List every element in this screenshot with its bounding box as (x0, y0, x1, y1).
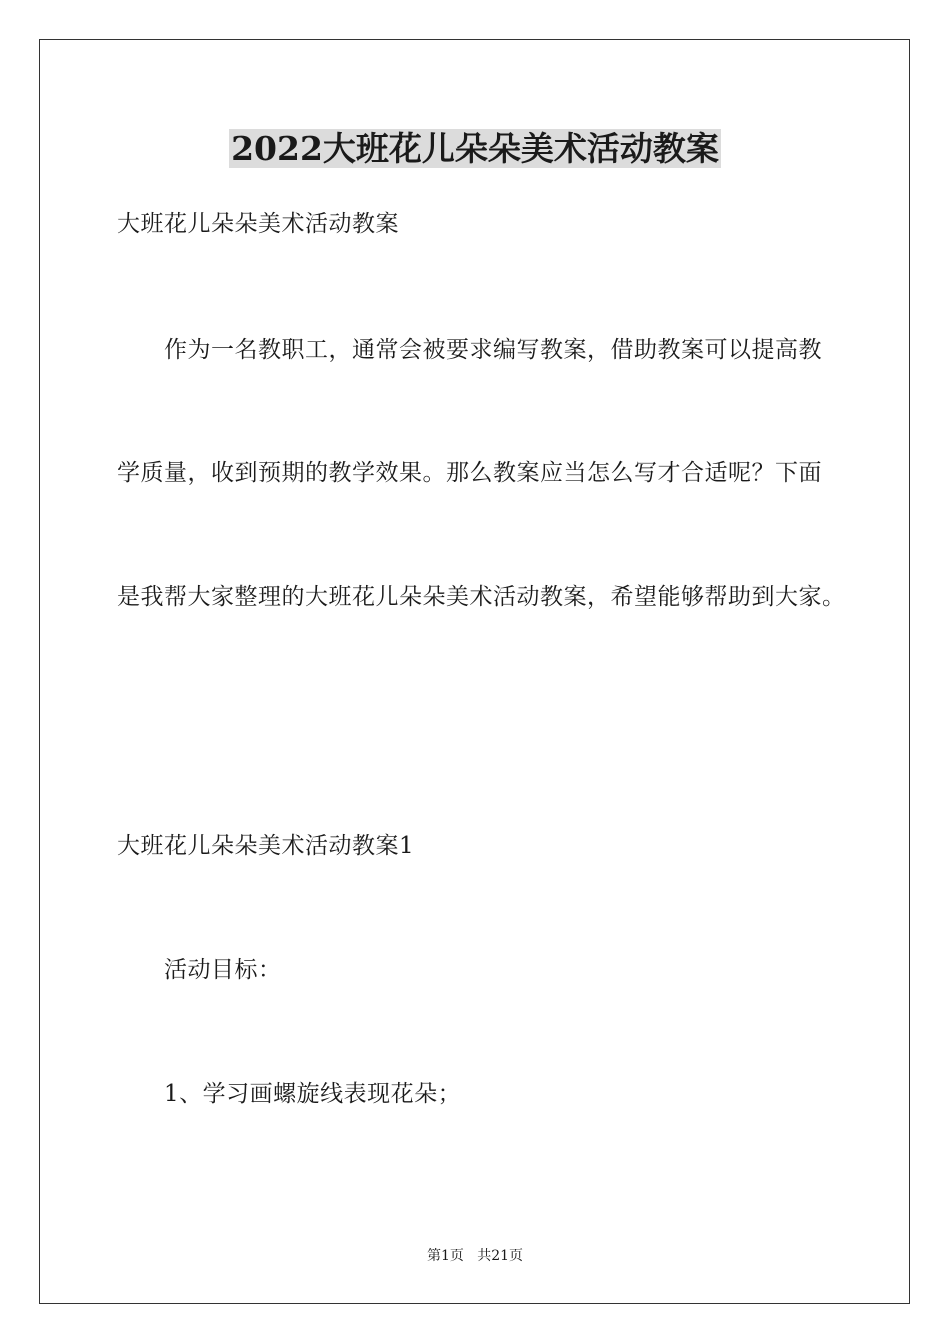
document-subtitle: 大班花儿朵朵美术活动教案 (117, 211, 399, 237)
page-footer: 第1页 共21页 (426, 1248, 524, 1264)
document-title (0, 127, 950, 171)
intro-paragraph-line-2: 学质量，收到预期的教学效果。那么教案应当怎么写才合适呢？下面 (117, 460, 822, 486)
goals-label: 活动目标： (164, 957, 282, 983)
intro-paragraph-line-3: 是我帮大家整理的大班花儿朵朵美术活动教案，希望能够帮助到大家。 (117, 584, 846, 610)
document-title-text: 2022大班花儿朵朵美术活动教案 (231, 129, 719, 168)
section-heading: 大班花儿朵朵美术活动教案1 (117, 833, 415, 859)
intro-paragraph-line-1: 作为一名教职工，通常会被要求编写教案，借助教案可以提高教 (164, 337, 822, 363)
goal-item-1: 1、学习画螺旋线表现花朵； (164, 1081, 462, 1107)
